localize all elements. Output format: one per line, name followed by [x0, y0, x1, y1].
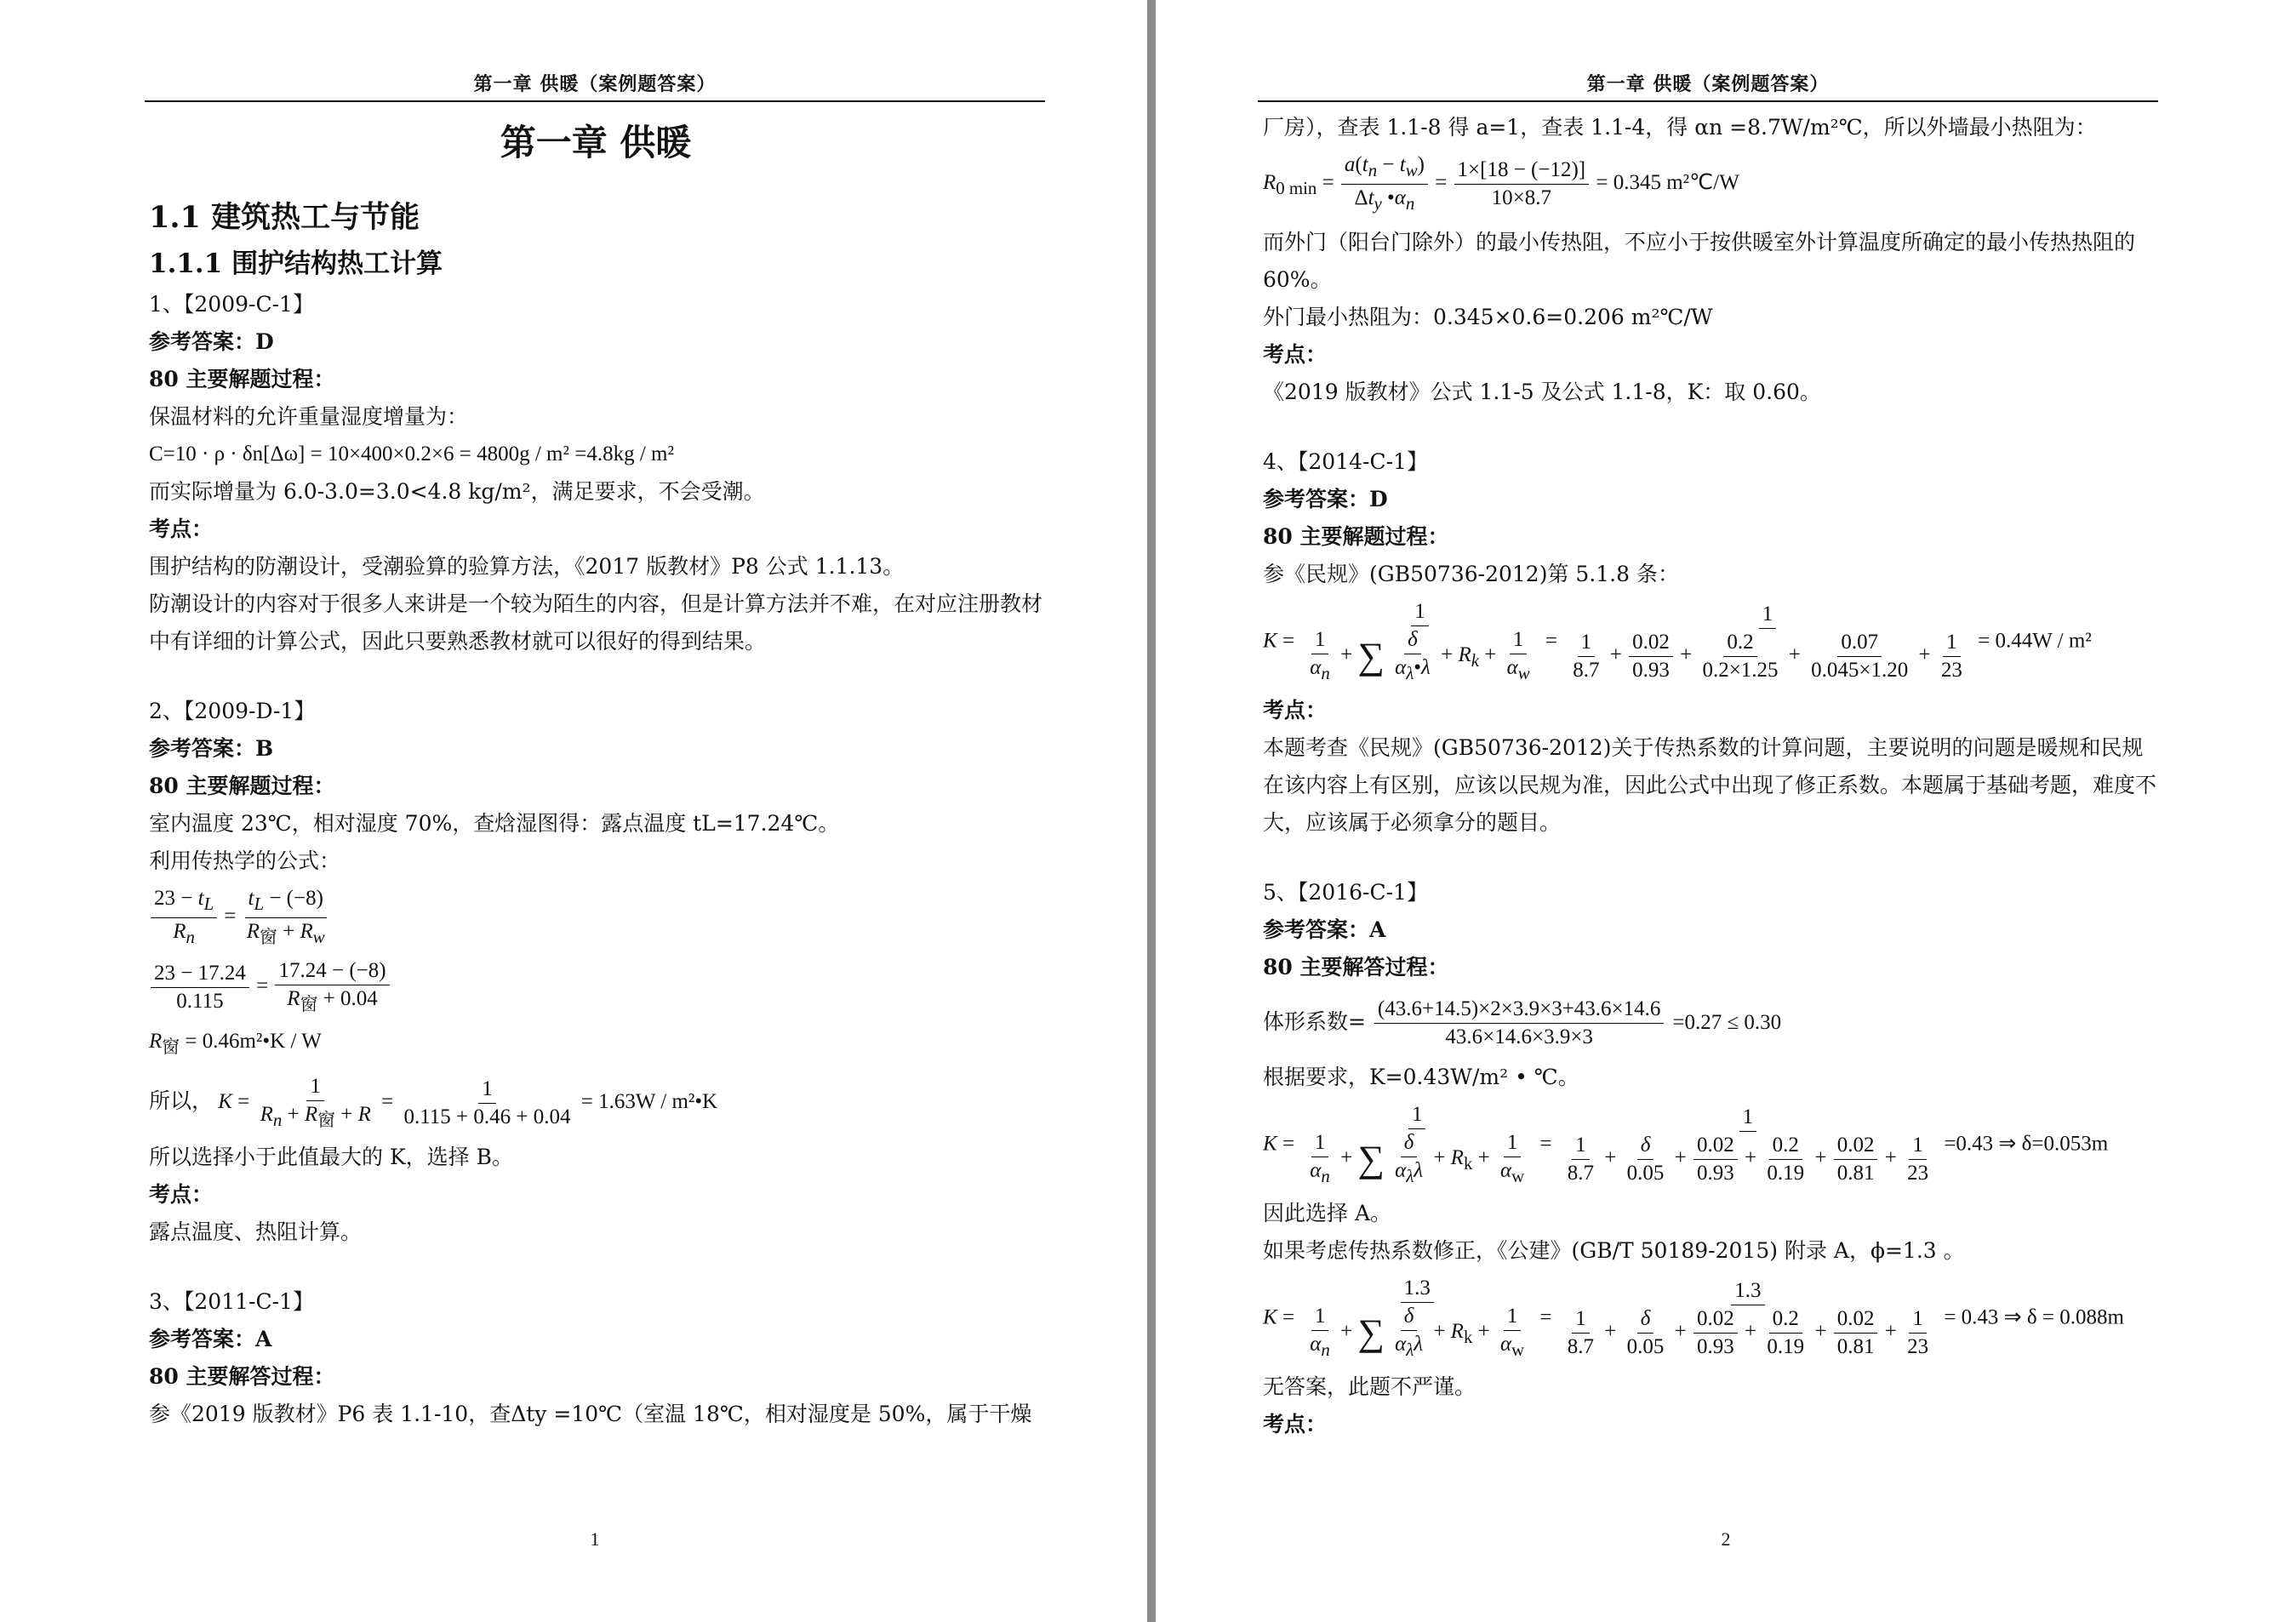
q4-k-equation: K = 1 $\frac{1}{\alpha_n}$ + ∑ $\frac{\delta}{\alpha_\lambda•\lambda}$ + $R_k$ + $\frac{1}{\alpha_w}$ = 1 $\frac{1}{8.7}$ + $\frac{0.02}{0.93}$ + $\frac{0.2}{0.2\times 1.25}$ + $\frac{0.07}{0.045\times 1.20}$ + $\frac{1}{23}$ = 0.44W / m²: [1263, 600, 2092, 684]
q3-process-label: 80 主要解答过程：: [149, 1363, 335, 1389]
q5-k-equation-2: K = 1.3 $\frac{1}{\alpha_n}$ + ∑ $\frac{\delta}{\alpha_\lambda\lambda}$ + $R_k$ + $\frac{1}{\alpha_w}$ = 1.3 $\frac{1}{8.7}$ + $\frac{\delta}{0.05}$ + $\frac{0.02}{0.93}$ + $\frac{0.2}{0.19}$ + $\frac{0.02}{0.81}$ + $\frac{1}{23}$ = 0.43 ⇒ δ = 0.088m: [1263, 1276, 2124, 1361]
q4-process-label: 80 主要解题过程：: [1263, 524, 1449, 550]
running-header: 第一章 供暖（案例题答案）: [473, 73, 717, 95]
section-title: 1.1 建筑热工与节能: [149, 200, 420, 235]
chapter-title: 第一章 供暖: [500, 122, 692, 163]
q2-equation-2: $\frac{23 - 17.24}{0.115}$ = $\frac{17.24 - (-8)}{R_窗 + 0.04}$: [149, 956, 1042, 1018]
q5-line2: 因此选择 A。: [1263, 1201, 1392, 1226]
q3-cont-line3: 外门最小热阻为：0.345×0.6=0.206 m²℃/W: [1263, 305, 1713, 330]
q1-heading: 1、【2009-C-1】: [149, 292, 314, 317]
q3-answer: 参考答案：A: [149, 1326, 272, 1351]
q3-r-equation: $R_{0 min}$ = $\frac{a(t_n - t_w)}{\Delta t_y •\alpha_n}$ = $\frac{1\times[18 - (-12)]}{10\times 8.7}$ = 0.345 m²℃/W: [1263, 153, 1739, 214]
q4-answer: 参考答案：D: [1263, 487, 1388, 512]
page-2-content: [1263, 109, 2156, 1443]
q2-r-result: $R_窗$ = 0.46m²•K / W: [149, 1029, 322, 1057]
q5-answer: 参考答案：A: [1263, 917, 1386, 943]
q3-cont-line2: 而外门（阳台门除外）的最小传热阻，不应小于按供暖室外计算温度所确定的最小传热热阻的 60%。: [1263, 230, 2136, 293]
q2-equation-1: $\frac{23 - t_L}{R_n}$ = $\frac{t_L - (-8)}{R_窗 + R_w}$: [149, 885, 1042, 951]
q5-line4: 无答案，此题不严谨。: [1263, 1374, 1476, 1400]
q4-line1: 参《民规》(GB50736-2012)第 5.1.8 条：: [1263, 562, 1679, 587]
q2-heading: 2、【2009-D-1】: [149, 699, 316, 723]
q5-heading: 5、【2016-C-1】: [1263, 880, 1428, 905]
q3-heading: 3、【2011-C-1】: [149, 1288, 314, 1314]
q2-keypoint-label: 考点：: [149, 1181, 214, 1207]
q5-line3: 如果考虑传热系数修正，《公建》(GB/T 50189-2015) 附录 A，ϕ=1.3 。: [1263, 1238, 1965, 1264]
q5-line1: 根据要求，K=0.43W/m² • ℃。: [1263, 1065, 1579, 1090]
header-rule: [145, 100, 1045, 102]
page-2: [1156, 0, 2296, 1622]
q3-cont-line1: 厂房），查表 1.1-8 得 a=1，查表 1.1-4，得 αn =8.7W/m²℃，所以外墙最小热阻为：: [1263, 115, 2097, 140]
q3-keypoint1: 《2019 版教材》公式 1.1-5 及公式 1.1-8，K：取 0.60。: [1263, 380, 1821, 405]
q1-process-label: 80 主要解题过程：: [149, 367, 335, 391]
q5-process-label: 80 主要解答过程：: [1263, 955, 1449, 980]
page-1: [0, 0, 1147, 1622]
q4-keypoint1: 本题考查《民规》(GB50736-2012)关于传热系数的计算问题，主要说明的问题是暖规和民规在该内容上有区别，应该以民规为准，因此公式中出现了修正系数。本题属于基础考题，难度不大，应该属于必须拿分的题目。: [1263, 735, 2157, 836]
q2-keypoint1: 露点温度、热阻计算。: [149, 1219, 363, 1244]
q2-process-label: 80 主要解题过程：: [149, 774, 335, 798]
q5-k-equation-1: K = 1 $\frac{1}{\alpha_n}$ + ∑ $\frac{\delta}{\alpha_\lambda\lambda}$ + $R_k$ + $\frac{1}{\alpha_w}$ = 1 $\frac{1}{8.7}$ + $\frac{\delta}{0.05}$ + $\frac{0.02}{0.93}$ + $\frac{0.2}{0.19}$ + $\frac{0.02}{0.81}$ + $\frac{1}{23}$ =0.43 ⇒ δ=0.053m: [1263, 1103, 2109, 1187]
q5-shape-equation: 体形系数= $\frac{(43.6+14.5)\times 2\times 3.9\times 3+43.6\times 14.6}{43.6\times 14.6\times 3.9\times 3}$ =0.27 ≤ 0.30: [1263, 997, 1782, 1049]
q1-keypoint1: 围护结构的防潮设计，受潮验算的验算方法，《2017 版教材》P8 公式 1.1.13。: [149, 554, 905, 579]
q1-keypoint-label: 考点：: [149, 517, 214, 541]
running-header: 第一章 供暖（案例题答案）: [1586, 73, 1830, 95]
q2-answer: 参考答案：B: [149, 736, 274, 761]
page-number: 1: [590, 1528, 600, 1550]
q3-keypoint-label: 考点：: [1263, 342, 1328, 368]
q1-formula: C=10 · ρ · δn[Δω] = 10×400×0.2×6 = 4800g / m² =4.8kg / m²: [149, 443, 674, 465]
q2-line3: 所以选择小于此值最大的 K，选择 B。: [149, 1144, 513, 1169]
q1-line2: 而实际增量为 6.0-3.0=3.0<4.8 kg/m²，满足要求，不会受潮。: [149, 479, 765, 504]
q4-heading: 4、【2014-C-1】: [1263, 449, 1428, 475]
subsection-title: 1.1.1 围护结构热工计算: [149, 248, 443, 279]
q5-keypoint-label: 考点：: [1263, 1412, 1328, 1437]
header-rule: [1258, 100, 2158, 102]
q1-keypoint2: 防潮设计的内容对于很多人来讲是一个较为陌生的内容，但是计算方法并不难，在对应注册教材中有详细的计算公式，因此只要熟悉教材就可以很好的得到结果。: [149, 591, 1043, 654]
q1-answer: 参考答案：D: [149, 329, 274, 354]
q2-line2: 利用传热学的公式：: [149, 848, 341, 873]
q2-so-label: 所以，: [149, 1088, 214, 1113]
q2-line1: 室内温度 23℃，相对湿度 70%，查焓湿图得：露点温度 tL=17.24℃。: [149, 811, 840, 836]
page-number: 2: [1721, 1528, 1731, 1550]
page-1-content: [149, 109, 1042, 1433]
q2-k-equation: 所以， K = $\frac{1}{R_n + R_窗 + R}$ = $\frac{1}{0.115 + 0.46 + 0.04}$ = 1.63W / m²•K: [149, 1074, 718, 1130]
q4-keypoint-label: 考点：: [1263, 698, 1328, 723]
q3-line1: 参《2019 版教材》P6 表 1.1-10，查Δty =10℃（室温 18℃，相对湿度是 50%，属于干燥: [149, 1401, 1032, 1426]
q1-line1: 保温材料的允许重量湿度增量为：: [149, 404, 469, 429]
